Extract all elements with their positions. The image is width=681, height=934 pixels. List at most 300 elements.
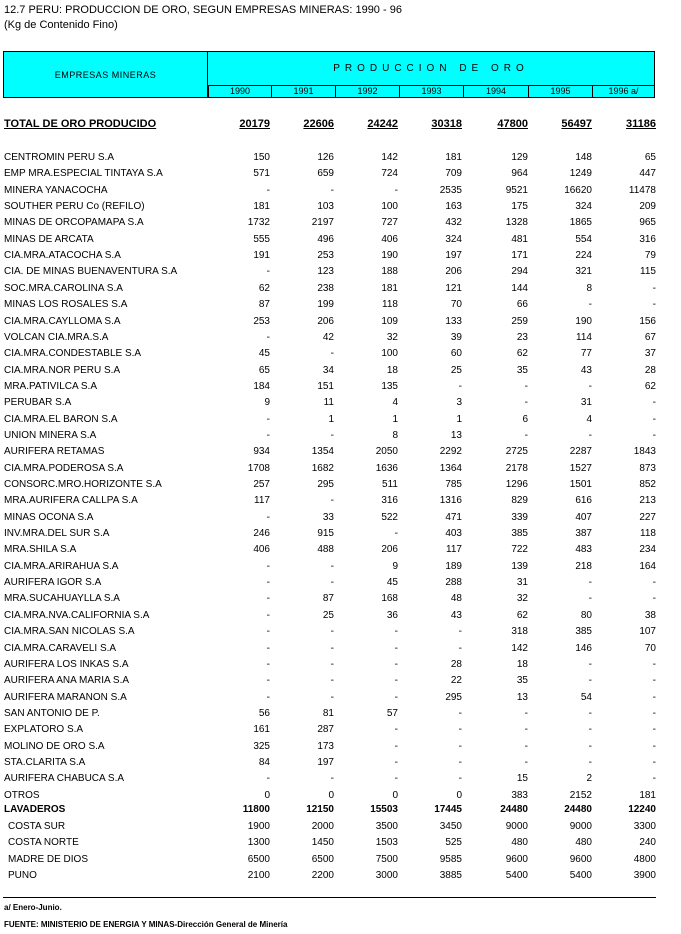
cell-value: 190 (381, 250, 398, 261)
cell-value: 3885 (439, 870, 462, 881)
cell-value: 148 (575, 152, 592, 163)
cell-value: 37 (644, 348, 656, 359)
cell-value: 234 (639, 544, 656, 555)
cell-value: 2292 (439, 446, 462, 457)
cell-value: - (652, 659, 656, 670)
cell-value: 34 (322, 365, 334, 376)
cell-value: 11 (323, 397, 334, 408)
production-group-header: PRODUCCION DE ORO (333, 63, 529, 74)
row-label: CIA.MRA.CAYLLOMA S.A (4, 316, 121, 327)
cell-value: 447 (639, 168, 656, 179)
row-label: CIA. DE MINAS BUENAVENTURA S.A (4, 266, 178, 277)
cell-value: - (330, 577, 334, 588)
table-row (0, 199, 681, 214)
row-label: EMP MRA.ESPECIAL TINTAYA S.A (4, 168, 163, 179)
cell-value: - (330, 430, 334, 441)
cell-value: 197 (317, 757, 334, 768)
lavaderos-sub-row (0, 868, 681, 883)
cell-value: 324 (445, 234, 462, 245)
table-row (0, 477, 681, 492)
cell-value: 483 (575, 544, 592, 555)
cell-value: 32 (386, 332, 398, 343)
cell-value: 77 (580, 348, 592, 359)
cell-value: 62 (516, 610, 528, 621)
row-label: AURIFERA IGOR S.A (4, 577, 102, 588)
cell-value: - (330, 773, 334, 784)
table-row (0, 166, 681, 181)
row-label: PERUBAR S.A (4, 397, 72, 408)
cell-value: - (588, 381, 592, 392)
cell-value: 3 (456, 397, 462, 408)
cell-value: 5400 (505, 870, 528, 881)
year-header-1996: 1996 a/ (592, 85, 654, 97)
cell-value: 2000 (311, 821, 334, 832)
cell-value: 56 (258, 708, 270, 719)
cell-value: - (652, 593, 656, 604)
cell-value: 24480 (564, 804, 592, 815)
cell-value: - (394, 659, 398, 670)
table-row (0, 526, 681, 541)
year-header-1993: 1993 (399, 85, 463, 97)
cell-value: 213 (639, 495, 656, 506)
cell-value: 554 (575, 234, 592, 245)
cell-value: 181 (381, 283, 398, 294)
cell-value: 12240 (628, 804, 656, 815)
cell-value: 15 (516, 773, 528, 784)
cell-value: 321 (575, 266, 592, 277)
cell-value: 22 (450, 675, 462, 686)
row-label: TOTAL DE ORO PRODUCIDO (4, 118, 157, 130)
cell-value: 67 (644, 332, 656, 343)
cell-value: 1296 (505, 479, 528, 490)
cell-value: 190 (575, 316, 592, 327)
cell-value: 432 (445, 217, 462, 228)
cell-value: 121 (445, 283, 462, 294)
cell-value: 253 (253, 316, 270, 327)
cell-value: 103 (317, 201, 334, 212)
table-row (0, 591, 681, 606)
table-row (0, 379, 681, 394)
cell-value: 0 (456, 790, 462, 801)
cell-value: 70 (644, 643, 656, 654)
cell-value: - (394, 675, 398, 686)
cell-value: 57 (386, 708, 398, 719)
cell-value: 28 (644, 365, 656, 376)
cell-value: 161 (253, 724, 270, 735)
cell-value: 406 (253, 544, 270, 555)
cell-value: - (266, 626, 270, 637)
cell-value: 3500 (375, 821, 398, 832)
row-label: MINERA YANACOCHA (4, 185, 108, 196)
cell-value: 727 (381, 217, 398, 228)
cell-value: - (330, 495, 334, 506)
cell-value: 480 (575, 837, 592, 848)
cell-value: 387 (575, 528, 592, 539)
cell-value: 407 (575, 512, 592, 523)
cell-value: 1 (392, 414, 398, 425)
cell-value: 295 (445, 692, 462, 703)
cell-value: 1843 (633, 446, 656, 457)
cell-value: - (458, 708, 462, 719)
table-row (0, 739, 681, 754)
cell-value: 35 (516, 675, 528, 686)
cell-value: 114 (576, 332, 592, 343)
cell-value: 934 (253, 446, 270, 457)
cell-value: - (394, 185, 398, 196)
cell-value: 87 (258, 299, 270, 310)
cell-value: 117 (446, 544, 462, 555)
cell-value: 4 (392, 397, 398, 408)
year-header-1994: 1994 (463, 85, 528, 97)
cell-value: 5400 (569, 870, 592, 881)
row-label: CENTROMIN PERU S.A (4, 152, 115, 163)
cell-value: 294 (511, 266, 528, 277)
table-row (0, 510, 681, 525)
cell-value: 1501 (569, 479, 592, 490)
cell-value: - (458, 724, 462, 735)
table-row (0, 788, 681, 803)
cell-value: 1636 (375, 463, 398, 474)
cell-value: - (588, 741, 592, 752)
table-row (0, 363, 681, 378)
cell-value: 47800 (497, 118, 528, 130)
cell-value: 873 (639, 463, 656, 474)
cell-value: 2 (586, 773, 592, 784)
cell-value: 295 (317, 479, 334, 490)
cell-value: - (588, 299, 592, 310)
cell-value: 181 (445, 152, 462, 163)
cell-value: 616 (575, 495, 592, 506)
cell-value: - (330, 626, 334, 637)
cell-value: - (458, 757, 462, 768)
cell-value: 142 (511, 643, 528, 654)
cell-value: 199 (317, 299, 334, 310)
cell-value: - (588, 675, 592, 686)
cell-value: 139 (511, 561, 528, 572)
cell-value: 100 (381, 201, 398, 212)
cell-value: - (266, 430, 270, 441)
row-label: STA.CLARITA S.A (4, 757, 86, 768)
table-header (3, 51, 655, 98)
cell-value: 385 (511, 528, 528, 539)
cell-value: 2200 (311, 870, 334, 881)
cell-value: - (588, 577, 592, 588)
cell-value: 9600 (505, 854, 528, 865)
row-label: MADRE DE DIOS (8, 854, 89, 865)
cell-value: 659 (317, 168, 334, 179)
row-label: MRA.SHILA S.A (4, 544, 77, 555)
cell-value: - (652, 414, 656, 425)
cell-value: 24242 (367, 118, 398, 130)
cell-value: 709 (445, 168, 462, 179)
cell-value: 80 (580, 610, 592, 621)
cell-value: - (524, 741, 528, 752)
cell-value: 8 (586, 283, 592, 294)
cell-value: 20179 (239, 118, 270, 130)
table-row (0, 755, 681, 770)
cell-value: 1 (328, 414, 334, 425)
table-row (0, 559, 681, 574)
cell-value: 965 (639, 217, 656, 228)
cell-value: 22606 (303, 118, 334, 130)
table-row (0, 183, 681, 198)
cell-value: 852 (639, 479, 656, 490)
table-row (0, 690, 681, 705)
table-row (0, 297, 681, 312)
cell-value: 316 (381, 495, 398, 506)
cell-value: 16620 (564, 185, 592, 196)
cell-value: 66 (516, 299, 528, 310)
cell-value: 65 (258, 365, 270, 376)
table-row (0, 395, 681, 410)
cell-value: 724 (381, 168, 398, 179)
cell-value: - (330, 659, 334, 670)
lavaderos-sub-row (0, 852, 681, 867)
table-row (0, 461, 681, 476)
cell-value: 1503 (375, 837, 398, 848)
table-row (0, 673, 681, 688)
cell-value: 25 (450, 365, 462, 376)
table-row (0, 493, 681, 508)
cell-value: 206 (445, 266, 462, 277)
cell-value: 144 (511, 283, 528, 294)
cell-value: 324 (575, 201, 592, 212)
cell-value: 206 (381, 544, 398, 555)
row-label: CONSORC.MRO.HORIZONTE S.A (4, 479, 162, 490)
cell-value: 6500 (311, 854, 334, 865)
cell-value: 150 (253, 152, 270, 163)
cell-value: 123 (317, 266, 334, 277)
cell-value: 785 (445, 479, 462, 490)
cell-value: 9585 (439, 854, 462, 865)
cell-value: 126 (317, 152, 334, 163)
companies-column-header: EMPRESAS MINERAS (4, 52, 208, 97)
cell-value: 2197 (311, 217, 334, 228)
cell-value: 9 (392, 561, 398, 572)
row-label: MINAS LOS ROSALES S.A (4, 299, 128, 310)
table-row (0, 150, 681, 165)
cell-value: - (652, 397, 656, 408)
row-label: MRA.PATIVILCA S.A (4, 381, 97, 392)
row-label: CIA.MRA.NOR PERU S.A (4, 365, 121, 376)
cell-value: 288 (445, 577, 462, 588)
cell-value: 191 (253, 250, 270, 261)
cell-value: - (266, 593, 270, 604)
row-label: MRA.SUCAHUAYLLA S.A (4, 593, 120, 604)
table-footnote: a/ Enero-Junio. (4, 903, 62, 912)
cell-value: 115 (640, 266, 656, 277)
cell-value: 1527 (569, 463, 592, 474)
table-row (0, 641, 681, 656)
cell-value: 24480 (500, 804, 528, 815)
cell-value: 109 (381, 316, 398, 327)
row-label: INV.MRA.DEL SUR S.A (4, 528, 110, 539)
cell-value: 39 (450, 332, 462, 343)
cell-value: - (266, 643, 270, 654)
row-label: AURIFERA RETAMAS (4, 446, 105, 457)
cell-value: 316 (639, 234, 656, 245)
cell-value: 9600 (569, 854, 592, 865)
table-bottom-rule (3, 897, 656, 898)
row-label: COSTA SUR (8, 821, 66, 832)
cell-value: 318 (511, 626, 528, 637)
row-label: CIA.MRA.ATACOCHA S.A (4, 250, 121, 261)
cell-value: 84 (258, 757, 270, 768)
cell-value: - (524, 397, 528, 408)
cell-value: 383 (511, 790, 528, 801)
cell-value: 555 (253, 234, 270, 245)
cell-value: - (588, 708, 592, 719)
cell-value: 259 (511, 316, 528, 327)
cell-value: 48 (450, 593, 462, 604)
cell-value: 184 (253, 381, 270, 392)
cell-value: - (652, 299, 656, 310)
cell-value: - (266, 675, 270, 686)
cell-value: 118 (382, 299, 398, 310)
cell-value: 13 (516, 692, 528, 703)
cell-value: - (330, 348, 334, 359)
cell-value: 11478 (628, 185, 656, 196)
cell-value: 525 (445, 837, 462, 848)
row-label: CIA.MRA.CARAVELI S.A (4, 643, 117, 654)
cell-value: - (524, 381, 528, 392)
row-label: VOLCAN CIA.MRA.S.A (4, 332, 109, 343)
cell-value: 2287 (569, 446, 592, 457)
cell-value: 62 (516, 348, 528, 359)
table-row (0, 722, 681, 737)
cell-value: 4800 (633, 854, 656, 865)
table-row (0, 412, 681, 427)
cell-value: 7500 (375, 854, 398, 865)
cell-value: 2535 (439, 185, 462, 196)
row-label: AURIFERA MARANON S.A (4, 692, 127, 703)
cell-value: - (458, 773, 462, 784)
year-header-1992: 1992 (335, 85, 399, 97)
cell-value: 118 (640, 528, 656, 539)
cell-value: 0 (392, 790, 398, 801)
table-row (0, 608, 681, 623)
cell-value: - (394, 528, 398, 539)
cell-value: 238 (317, 283, 334, 294)
total-row (0, 117, 681, 132)
table-row (0, 215, 681, 230)
row-label: CIA.MRA.EL BARON S.A (4, 414, 118, 425)
cell-value: 1682 (311, 463, 334, 474)
cell-value: - (266, 659, 270, 670)
cell-value: 0 (264, 790, 270, 801)
cell-value: 45 (258, 348, 270, 359)
cell-value: 36 (386, 610, 398, 621)
row-label: OTROS (4, 790, 40, 801)
cell-value: 129 (511, 152, 528, 163)
cell-value: 246 (253, 528, 270, 539)
cell-value: - (266, 773, 270, 784)
cell-value: - (652, 757, 656, 768)
year-header-1991: 1991 (271, 85, 335, 97)
table-row (0, 248, 681, 263)
cell-value: - (394, 626, 398, 637)
cell-value: 33 (322, 512, 334, 523)
cell-value: 18 (516, 659, 528, 670)
cell-value: 3900 (633, 870, 656, 881)
cell-value: - (458, 741, 462, 752)
cell-value: 511 (382, 479, 398, 490)
cell-value: 1900 (247, 821, 270, 832)
cell-value: 9000 (505, 821, 528, 832)
cell-value: - (458, 381, 462, 392)
cell-value: 571 (253, 168, 270, 179)
cell-value: 79 (644, 250, 656, 261)
cell-value: 9 (264, 397, 270, 408)
cell-value: 35 (516, 365, 528, 376)
cell-value: 156 (639, 316, 656, 327)
cell-value: - (652, 708, 656, 719)
row-label: UNION MINERA S.A (4, 430, 97, 441)
cell-value: 197 (445, 250, 462, 261)
cell-value: 25 (322, 610, 334, 621)
cell-value: 107 (639, 626, 656, 637)
row-label: CIA.MRA.SAN NICOLAS S.A (4, 626, 135, 637)
lavaderos-sub-row (0, 819, 681, 834)
cell-value: - (588, 593, 592, 604)
cell-value: 480 (511, 837, 528, 848)
cell-value: 3450 (439, 821, 462, 832)
cell-value: - (266, 512, 270, 523)
cell-value: 3300 (633, 821, 656, 832)
cell-value: 1249 (569, 168, 592, 179)
cell-value: - (458, 643, 462, 654)
cell-value: 31 (516, 577, 528, 588)
cell-value: 12150 (306, 804, 334, 815)
table-row (0, 281, 681, 296)
row-label: SOUTHER PERU Co (REFILO) (4, 201, 145, 212)
cell-value: - (394, 724, 398, 735)
cell-value: 60 (450, 348, 462, 359)
cell-value: 100 (381, 348, 398, 359)
cell-value: 163 (445, 201, 462, 212)
cell-value: - (652, 283, 656, 294)
table-title: 12.7 PERU: PRODUCCION DE ORO, SEGUN EMPRESAS MINERAS: 1990 - 96 (4, 4, 402, 16)
cell-value: - (588, 430, 592, 441)
cell-value: - (652, 430, 656, 441)
cell-value: 117 (254, 495, 270, 506)
cell-value: 8 (392, 430, 398, 441)
cell-value: 171 (511, 250, 528, 261)
row-label: MINAS OCONA S.A (4, 512, 94, 523)
cell-value: 496 (317, 234, 334, 245)
cell-value: - (330, 561, 334, 572)
row-label: SOC.MRA.CAROLINA S.A (4, 283, 123, 294)
cell-value: - (394, 741, 398, 752)
cell-value: 151 (317, 381, 334, 392)
table-row (0, 624, 681, 639)
cell-value: 224 (575, 250, 592, 261)
cell-value: - (266, 577, 270, 588)
table-row (0, 771, 681, 786)
row-label: AURIFERA LOS INKAS S.A (4, 659, 129, 670)
table-row (0, 428, 681, 443)
cell-value: 164 (639, 561, 656, 572)
row-label: CIA.MRA.NVA.CALIFORNIA S.A (4, 610, 150, 621)
cell-value: 65 (644, 152, 656, 163)
cell-value: 722 (511, 544, 528, 555)
cell-value: - (652, 773, 656, 784)
cell-value: 181 (639, 790, 656, 801)
cell-value: 142 (381, 152, 398, 163)
table-row (0, 264, 681, 279)
cell-value: - (330, 185, 334, 196)
cell-value: 2100 (247, 870, 270, 881)
